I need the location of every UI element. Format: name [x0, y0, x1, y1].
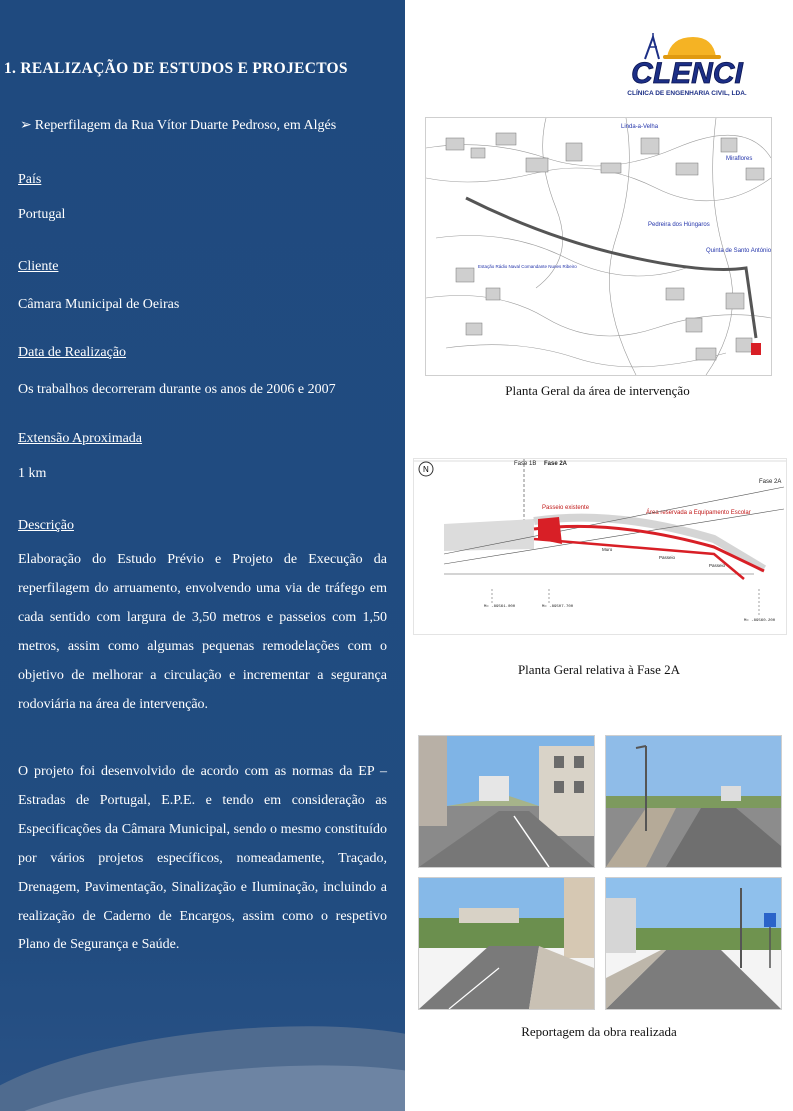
- arrow-bullet-icon: ➢: [20, 118, 32, 133]
- client-value: Câmara Municipal de Oeiras: [18, 297, 180, 312]
- phase-2a-plan: [413, 458, 787, 635]
- description-paragraph-1: Elaboração do Estudo Prévio e Projeto de Execução da reperfilagem do arruamento, envolvendo uma via de tráfego em cada sentido com largura de 3,50 metros e passeios com 1,50 metros, assim como algumas pequenas remodelações com o objetivo de melhorar a circulação e incrementar a segurança rodoviária na área de intervenção.: [18, 552, 387, 712]
- map2-label-passeio-existente: Passeio existente: [542, 505, 590, 511]
- photo-street-4: [605, 877, 782, 1010]
- svg-text:M= -89507.700: M= -89507.700: [542, 605, 574, 609]
- map1-label-pedreira: Pedreira dos Húngaros: [648, 222, 710, 228]
- client-label: Cliente: [18, 259, 59, 274]
- project-name: Reperfilagem da Rua Vítor Duarte Pedroso, em Algés: [34, 118, 337, 133]
- map2-label-fase2a-right: Fase 2A: [759, 479, 782, 485]
- map2-label-fase2a: Fase 2A: [544, 461, 568, 467]
- date-label: Data de Realização: [18, 345, 127, 360]
- company-logo: [615, 33, 760, 101]
- map1-label-miraflores: Miraflores: [726, 156, 753, 162]
- svg-text:M= -89561.000: M= -89561.000: [484, 605, 516, 609]
- section-title: 1. REALIZAÇÃO DE ESTUDOS E PROJECTOS: [4, 60, 348, 77]
- site-plan-map: [425, 117, 772, 376]
- svg-text:N: N: [423, 465, 429, 474]
- date-value: Os trabalhos decorreram durante os anos de 2006 e 2007: [18, 382, 336, 397]
- photo-street-3: [418, 877, 595, 1010]
- country-label: País: [18, 172, 42, 187]
- project-bullet: [20, 116, 360, 135]
- description-label: Descrição: [18, 518, 74, 533]
- map1-label-linda: Linda-a-Velha: [621, 124, 659, 130]
- map2-label-muro: Muro: [602, 547, 613, 552]
- extent-label: Extensão Aproximada: [18, 431, 143, 446]
- map2-caption: Planta Geral relativa à Fase 2A: [517, 662, 681, 677]
- map1-label-estacao: Estação Rádio Naval Comandante Nunes Ribeiro: [478, 264, 577, 269]
- map2-label-passeio-2: Passeio: [709, 563, 726, 568]
- map2-label-passeio-1: Passeio: [659, 555, 676, 560]
- extent-value: 1 km: [18, 466, 47, 481]
- photo-street-2: [605, 735, 782, 868]
- photos-caption: Reportagem da obra realizada: [521, 1024, 677, 1039]
- logo-wordmark: CLENCI: [631, 57, 743, 90]
- svg-text:M= -89560.200: M= -89560.200: [744, 619, 776, 623]
- description-paragraph-2: O projeto foi desenvolvido de acordo com as normas da EP – Estradas de Portugal, E.P.E. e tendo em consideração as Especificações da Câmara Municipal, sendo o mesmo constituído por vários projetos específicos, nomeadamente, Traçado, Drenagem, Pavimentação, Sinalização e Iluminação, incluindo a realização de Caderno de Encargos, assim como o respetivo Plano de Segurança e Saúde.: [18, 764, 387, 953]
- logo-tagline: CLÍNICA DE ENGENHARIA CIVIL, LDA.: [627, 90, 747, 97]
- map1-caption: Planta Geral da área de intervenção: [505, 383, 690, 398]
- map1-label-quinta: Quinta de Santo António: [706, 248, 771, 254]
- map2-label-equipamento: Área reservada a Equipamento Escolar: [646, 510, 751, 516]
- map2-label-fase1b: Fase 1B: [514, 461, 537, 467]
- photo-street-1: [418, 735, 595, 868]
- country-value: Portugal: [18, 207, 66, 222]
